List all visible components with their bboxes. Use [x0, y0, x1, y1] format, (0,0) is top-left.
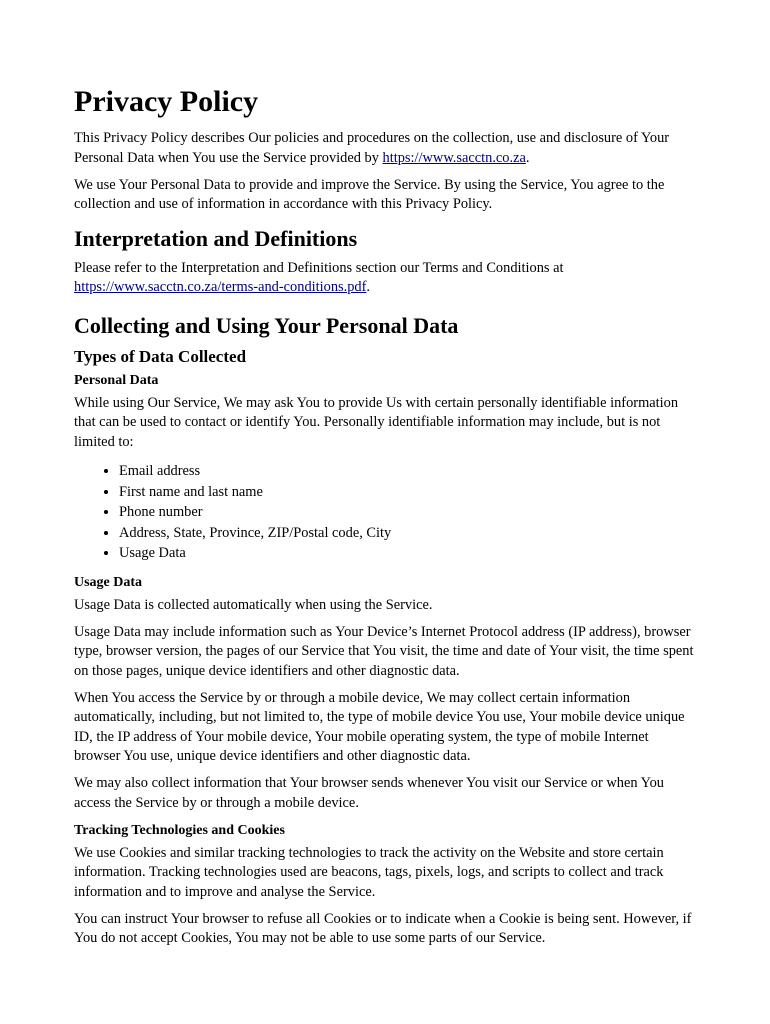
- interpretation-paragraph: [74, 259, 698, 298]
- intro-end: .: [525, 149, 530, 166]
- usage-paragraph-3: When You access the Service by or through a mobile device, We may collect certain information automatically, including, but not limited to, the type of mobile device You use, Your mobile device unique ID, the IP address of Your mobile device, Your mobile operating system, the type of mobile Internet browser You use, unique device identifiers and other diagnostic data.: [74, 689, 685, 764]
- personal-data-paragraph: While using Our Service, We may ask You to provide Us with certain personally identifiable information that can be used to contact or identify You. Personally identifiable information may include, but is not limited to:: [74, 394, 679, 450]
- personal-data-list: [74, 461, 698, 564]
- collecting-heading: Collecting and Using Your Personal Data: [74, 312, 459, 338]
- tracking-heading: Tracking Technologies and Cookies: [74, 822, 285, 838]
- tracking-paragraph-1: We use Cookies and similar tracking technologies to track the activity on the Website and store certain information. Tracking technologies used are beacons, tags, pixels, logs, and scripts to collect and track information and to improve and analyse the Service.: [74, 844, 664, 900]
- interpretation-text: Please refer to the Interpretation and Definitions section our Terms and Conditions at: [74, 259, 564, 276]
- list-item: • Phone number: [119, 502, 698, 523]
- usage-paragraph-2: Usage Data may include information such as Your Device’s Internet Protocol address (IP address), browser type, browser version, the pages of our Service that You visit, the time and date of Your visit, the time spent on those pages, unique device identifiers and other diagnostic data.: [74, 623, 694, 679]
- usage-data-heading: Usage Data: [74, 574, 143, 590]
- intro-text: This Privacy Policy describes Our policies and procedures on the collection, use and disclosure of Your Personal Data when You use the Service provided by: [74, 130, 670, 166]
- list-item: • Usage Data: [119, 543, 698, 564]
- site-link[interactable]: https://www.sacctn.co.za: [382, 149, 526, 166]
- page-title: Privacy Policy: [74, 85, 259, 118]
- list-item: • Email address: [119, 461, 698, 482]
- interpretation-end: .: [366, 279, 371, 295]
- usage-paragraph-1: Usage Data is collected automatically when using the Service.: [74, 596, 433, 613]
- usage-paragraph-4: We may also collect information that Your browser sends whenever You visit our Service or when You access the Service by or through a mobile device.: [74, 775, 664, 811]
- intro-paragraph-1: [74, 129, 698, 168]
- terms-link[interactable]: https://www.sacctn.co.za/terms-and-conditions.pdf: [74, 279, 367, 295]
- types-heading: Types of Data Collected: [74, 346, 247, 366]
- list-item: • First name and last name: [119, 482, 698, 503]
- intro-paragraph-2: We use Your Personal Data to provide and improve the Service. By using the Service, You agree to the collection and use of information in accordance with this Privacy Policy.: [74, 176, 665, 212]
- interpretation-heading: Interpretation and Definitions: [74, 225, 358, 251]
- personal-data-heading: Personal Data: [74, 372, 159, 388]
- tracking-paragraph-2: You can instruct Your browser to refuse all Cookies or to indicate when a Cookie is being sent. However, if You do not accept Cookies, You may not be able to use some parts of our Service.: [74, 910, 692, 946]
- list-item: • Address, State, Province, ZIP/Postal code, City: [119, 523, 698, 544]
